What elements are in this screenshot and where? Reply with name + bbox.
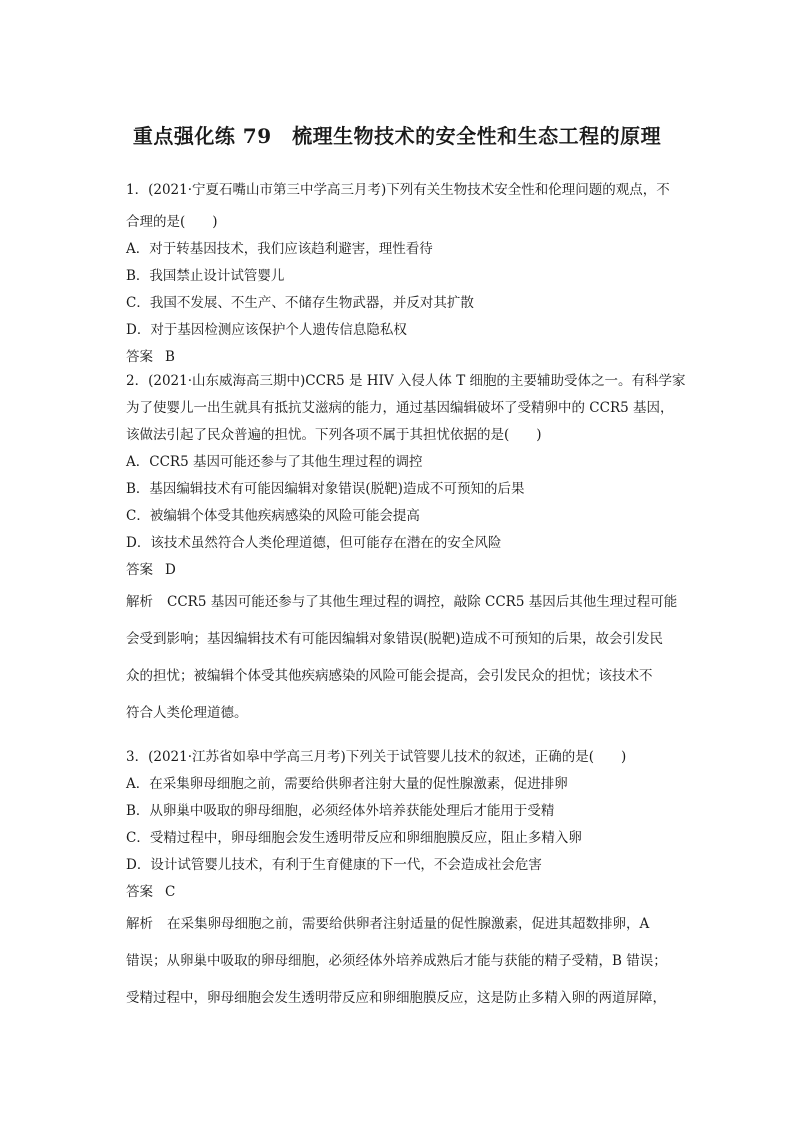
- question-3-analysis-line-3: 受精过程中，卵母细胞会发生透明带反应和卵细胞膜反应，这是防止多精入卵的两道屏障，: [126, 990, 666, 1006]
- page-title: 重点强化练 79 梳理生物技术的安全性和生态工程的原理: [132, 124, 662, 148]
- question-2-stem-line-3: 该做法引起了民众普遍的担忧。下列各项不属于其担忧依据的是( ): [126, 427, 542, 443]
- answer-value: C: [165, 884, 176, 900]
- question-2-stem-line-1: 2．(2021·山东威海高三期中)CCR5 是 HIV 入侵人体 T 细胞的主要辅助受体之一。有科学家: [126, 373, 686, 389]
- answer-label: 答案: [126, 884, 153, 900]
- question-3: [126, 744, 682, 1017]
- question-2-analysis-line-3: 众的担忧；被编辑个体受其他疾病感染的风险可能会提高，会引发民众的担忧；该技术不: [126, 668, 653, 684]
- analysis-label: 解析: [126, 594, 153, 610]
- question-3-answer: [126, 879, 682, 906]
- question-3-option-d: D．设计试管婴儿技术，有利于生育健康的下一代，不会造成社会危害: [126, 857, 542, 873]
- question-1-answer: [126, 344, 682, 371]
- question-1-option-a: A．对于转基因技术，我们应该趋利避害，理性看待: [126, 241, 433, 257]
- question-2-answer: [126, 557, 682, 584]
- question-2-option-a: A．CCR5 基因可能还参与了其他生理过程的调控: [126, 454, 423, 470]
- question-1: [126, 172, 682, 371]
- analysis-text: CCR5 基因可能还参与了其他生理过程的调控，敲除 CCR5 基因后其他生理过程可能: [167, 594, 678, 610]
- question-1-option-d: D．对于基因检测应该保护个人遗传信息隐私权: [126, 322, 407, 338]
- answer-label: 答案: [126, 562, 153, 578]
- question-2: [126, 368, 686, 732]
- question-2-analysis-line-2: 会受到影响；基因编辑技术有可能因编辑对象错误(脱靶)造成不可预知的后果，故会引发民: [126, 631, 664, 647]
- answer-value: D: [165, 562, 176, 578]
- analysis-text: 在采集卵母细胞之前，需要给供卵者注射适量的促性腺激素，促进其超数排卵，A: [167, 916, 650, 932]
- question-1-option-b: B．我国禁止设计试管婴儿: [126, 268, 285, 284]
- question-1-stem-line-1: 1．(2021·宁夏石嘴山市第三中学高三月考)下列有关生物技术安全性和伦理问题的观点，不: [126, 182, 670, 198]
- question-1-stem-line-2: 合理的是( ): [126, 214, 218, 230]
- question-3-option-c: C．受精过程中，卵母细胞会发生透明带反应和卵细胞膜反应，阻止多精入卵: [126, 830, 582, 846]
- question-2-analysis-line-4: 符合人类伦理道德。: [126, 705, 248, 721]
- question-2-analysis-line-1: [126, 584, 682, 621]
- question-3-option-b: B．从卵巢中吸取的卵母细胞，必须经体外培养获能处理后才能用于受精: [126, 803, 555, 819]
- question-3-stem-line-1: 3．(2021·江苏省如皋中学高三月考)下列关于试管婴儿技术的叙述，正确的是( ): [126, 749, 627, 765]
- question-3-analysis-line-2: 错误；从卵巢中吸取的卵母细胞，必须经体外培养成熟后才能与获能的精子受精，B 错误；: [126, 953, 667, 969]
- question-2-option-b: B．基因编辑技术有可能因编辑对象错误(脱靶)造成不可预知的后果: [126, 481, 525, 497]
- analysis-label: 解析: [126, 916, 153, 932]
- question-1-option-c: C．我国不发展、不生产、不储存生物武器，并反对其扩散: [126, 295, 474, 311]
- answer-value: B: [165, 349, 175, 365]
- question-2-option-c: C．被编辑个体受其他疾病感染的风险可能会提高: [126, 508, 420, 524]
- question-3-option-a: A．在采集卵母细胞之前，需要给供卵者注射大量的促性腺激素，促进排卵: [126, 776, 568, 792]
- question-2-option-d: D．该技术虽然符合人类伦理道德，但可能存在潜在的安全风险: [126, 535, 502, 551]
- question-2-stem-line-2: 为了使婴儿一出生就具有抵抗艾滋病的能力，通过基因编辑破坏了受精卵中的 CCR5 基因，: [126, 400, 674, 416]
- answer-label: 答案: [126, 349, 153, 365]
- question-3-analysis-line-1: [126, 906, 682, 943]
